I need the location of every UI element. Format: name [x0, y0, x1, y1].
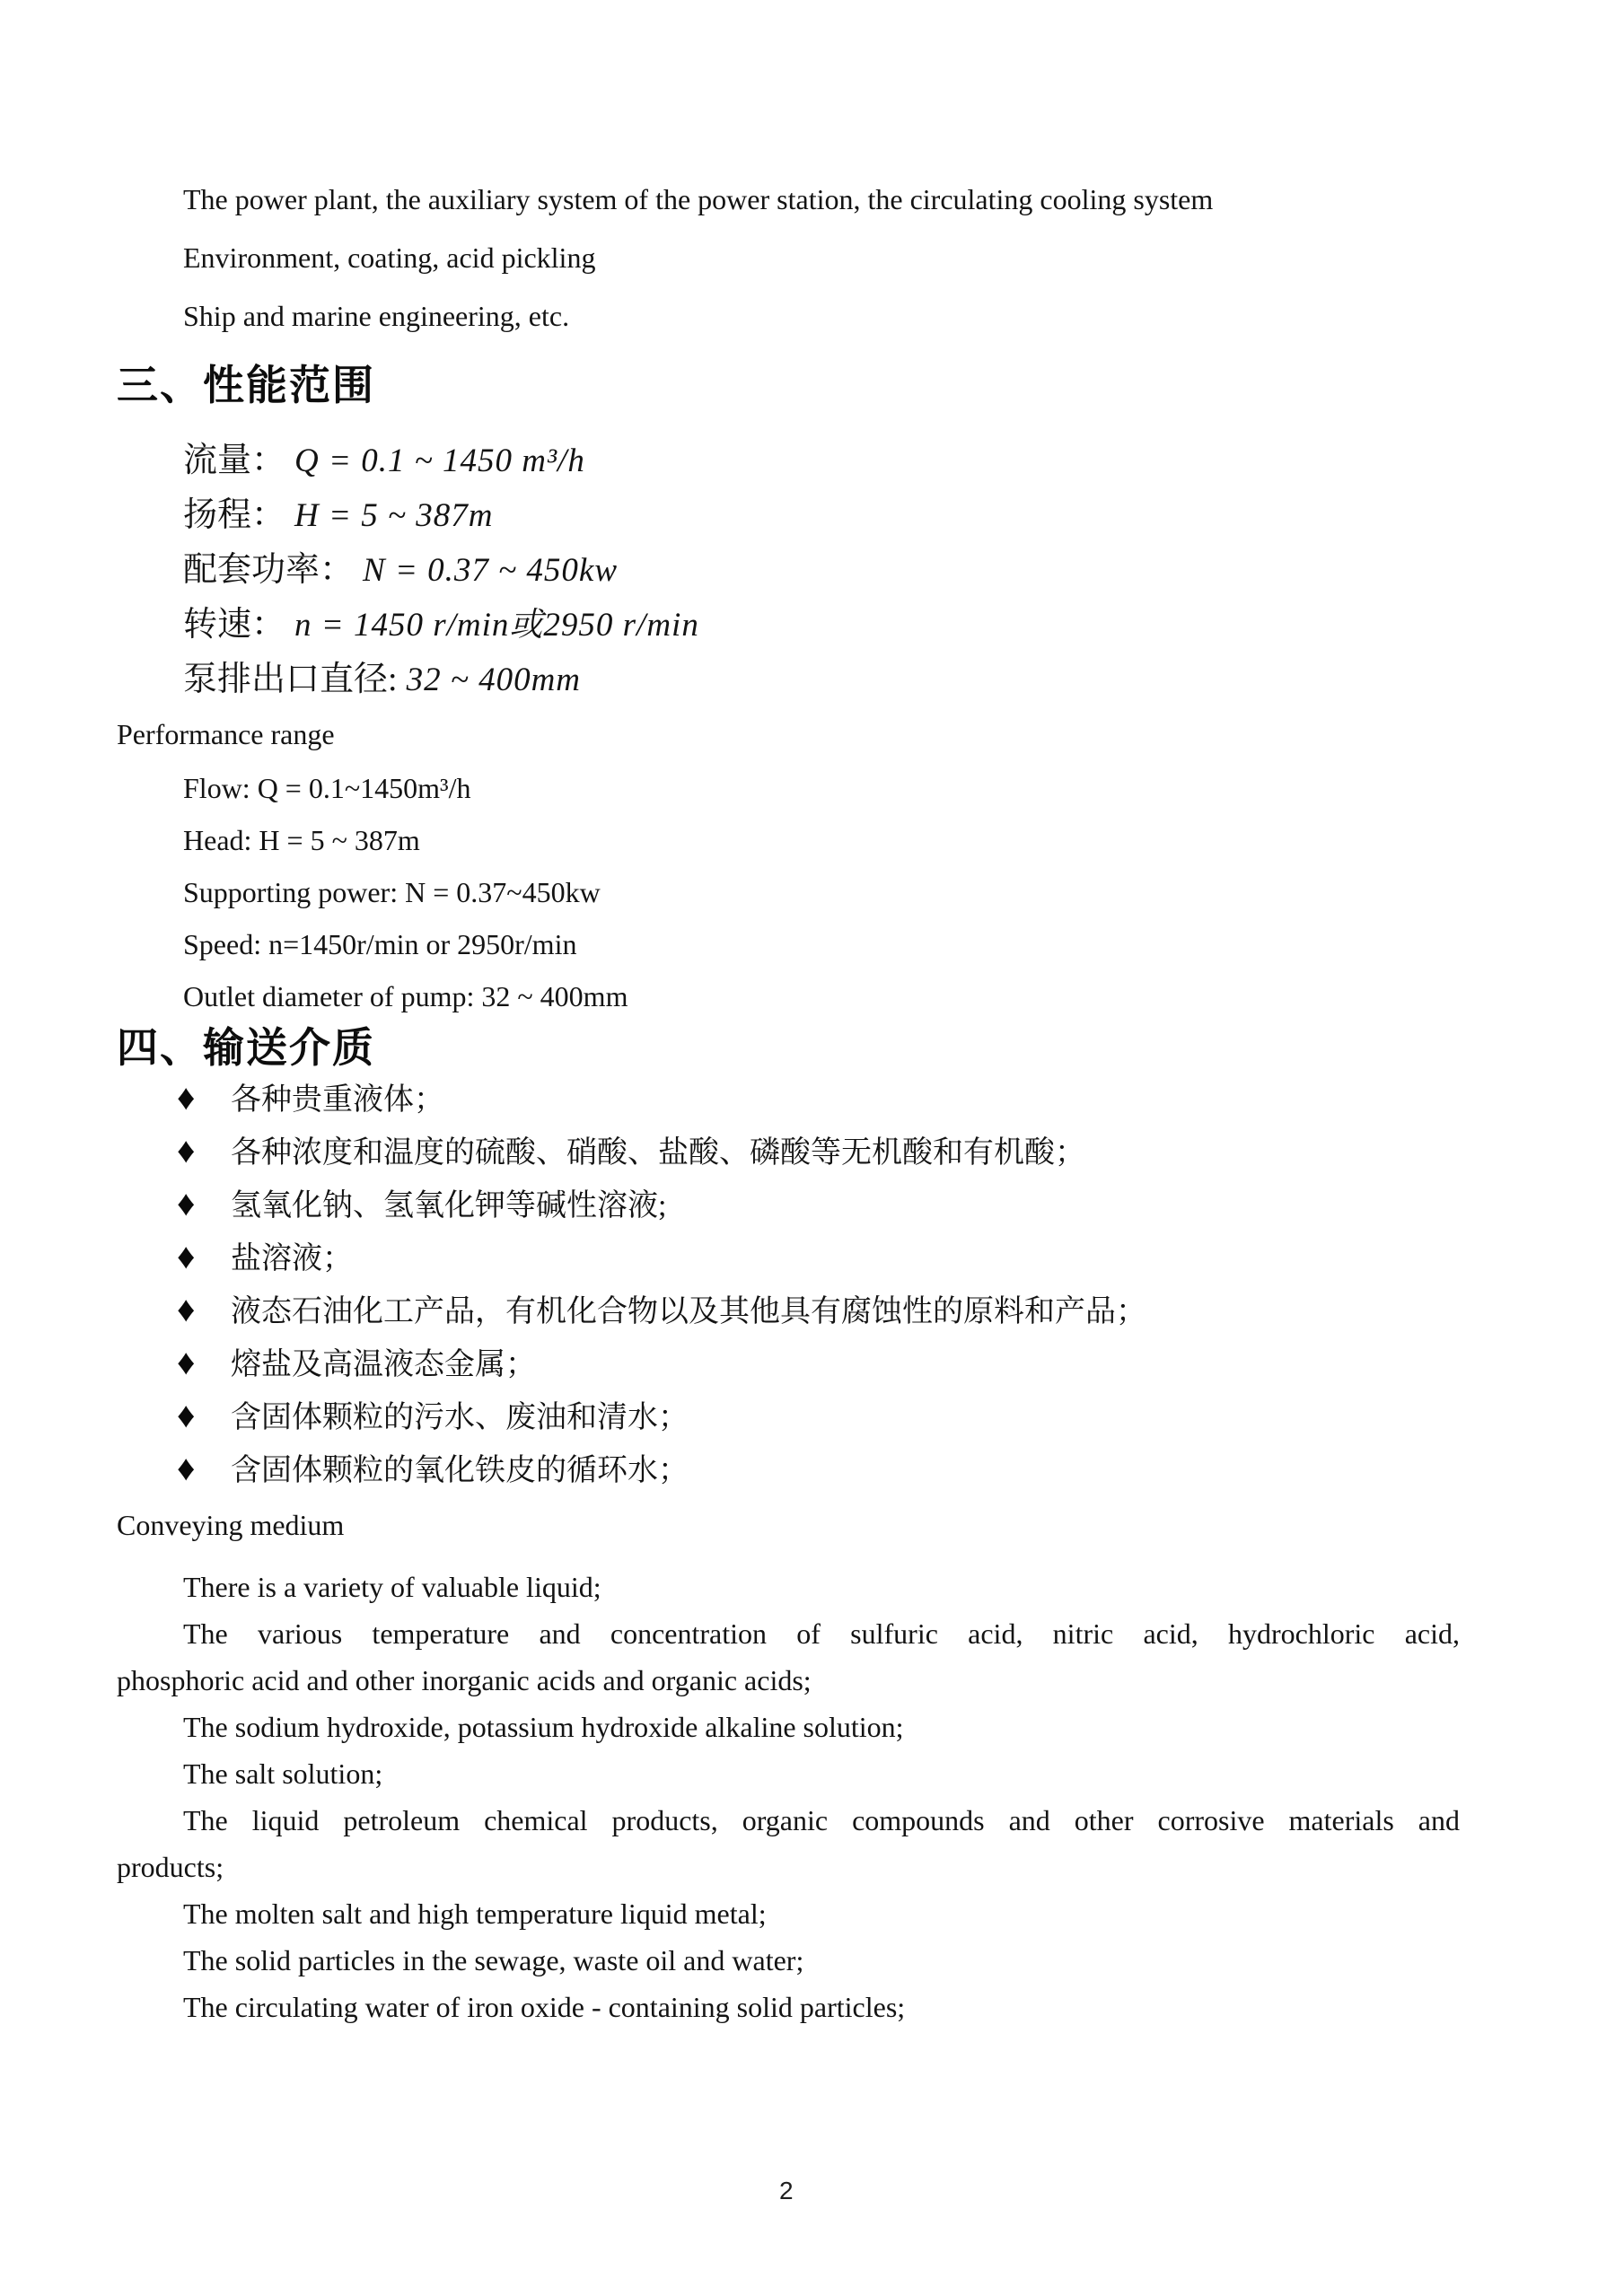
- spec-label: 泵排出口直径:: [183, 661, 398, 698]
- en-spec-speed: Speed: n=1450r/min or 2950r/min: [183, 928, 577, 960]
- en-spec-flow: Flow: Q = 0.1~1450m³/h: [183, 772, 471, 804]
- diamond-bullet-icon: ♦: [177, 1183, 196, 1223]
- section-heading-performance-range: 三、性能范围: [117, 362, 375, 408]
- list-item: [117, 1073, 1460, 1126]
- spec-label: 流量：: [183, 442, 286, 479]
- spec-formula: Q = 0.1 ~ 1450 m³/h: [294, 443, 585, 479]
- spec-label: 配套功率：: [183, 551, 355, 589]
- paragraph-line: The solid particles in the sewage, waste oil and water;: [183, 1944, 804, 1976]
- spec-row-head: [117, 488, 1460, 543]
- bullet-text: 各种贵重液体；: [231, 1083, 444, 1117]
- diamond-bullet-icon: ♦: [177, 1077, 196, 1117]
- intro-line: The power plant, the auxiliary system of the power station, the circulating cooling system: [183, 183, 1214, 215]
- chinese-spec-list: [117, 434, 1460, 707]
- bullet-text: 氢氧化钠、氢氧化钾等碱性溶液;: [231, 1189, 667, 1222]
- paragraph-line: The liquid petroleum chemical products, organic compounds and other corrosive materials and: [183, 1804, 1460, 1836]
- list-item: [117, 1231, 1460, 1284]
- chinese-bullet-list: [117, 1073, 1460, 1496]
- spec-formula: n = 1450 r/min或2950 r/min: [294, 607, 699, 644]
- bullet-text: 含固体颗粒的污水、废油和清水；: [231, 1401, 689, 1434]
- en-spec-head: Head: H = 5 ~ 387m: [183, 824, 420, 856]
- bullet-text: 含固体颗粒的氧化铁皮的循环水；: [231, 1454, 689, 1487]
- bullet-text: 各种浓度和温度的硫酸、硝酸、盐酸、磷酸等无机酸和有机酸；: [231, 1136, 1085, 1170]
- en-spec-power: Supporting power: N = 0.37~450kw: [183, 876, 601, 908]
- spec-formula: H = 5 ~ 387m: [294, 497, 494, 534]
- diamond-bullet-icon: ♦: [177, 1342, 196, 1382]
- spec-formula: N = 0.37 ~ 450kw: [363, 552, 619, 589]
- paragraph-line: The molten salt and high temperature liquid metal;: [183, 1897, 767, 1930]
- spec-label: 扬程：: [183, 496, 286, 534]
- spec-row-power: [117, 543, 1460, 598]
- spec-row-speed: [117, 598, 1460, 653]
- diamond-bullet-icon: ♦: [177, 1236, 196, 1276]
- paragraph-line: There is a variety of valuable liquid;: [183, 1571, 601, 1603]
- diamond-bullet-icon: ♦: [177, 1289, 196, 1329]
- paragraph-line: phosphoric acid and other inorganic acids and organic acids;: [117, 1664, 812, 1696]
- paragraph-line: The various temperature and concentration of sulfuric acid, nitric acid, hydrochloric acid,: [183, 1617, 1460, 1650]
- diamond-bullet-icon: ♦: [177, 1130, 196, 1170]
- list-item: [117, 1179, 1460, 1231]
- list-item: [117, 1284, 1460, 1337]
- spec-label: 转速：: [183, 606, 286, 644]
- page-number: 2: [779, 2177, 794, 2204]
- conveying-medium-subtitle: Conveying medium: [117, 1509, 345, 1541]
- paragraph-line: products;: [117, 1851, 224, 1883]
- intro-line: Environment, coating, acid pickling: [183, 241, 596, 274]
- performance-range-subtitle: Performance range: [117, 718, 335, 750]
- section-heading-conveying-medium: 四、输送介质: [117, 1024, 375, 1071]
- paragraph-line: The salt solution;: [183, 1757, 383, 1790]
- list-item: [117, 1390, 1460, 1443]
- diamond-bullet-icon: ♦: [177, 1448, 196, 1488]
- bullet-text: 液态石油化工产品，有机化合物以及其他具有腐蚀性的原料和产品；: [231, 1295, 1146, 1328]
- bullet-text: 盐溶液；: [231, 1242, 353, 1275]
- page-content: [117, 0, 1460, 2030]
- list-item: [117, 1337, 1460, 1390]
- paragraph-line: The sodium hydroxide, potassium hydroxide alkaline solution;: [183, 1711, 904, 1743]
- spec-row-outlet-diameter: [117, 653, 1460, 707]
- paragraph-line: The circulating water of iron oxide - containing solid particles;: [183, 1991, 906, 2023]
- list-item: [117, 1443, 1460, 1496]
- en-spec-outlet-diameter: Outlet diameter of pump: 32 ~ 400mm: [183, 980, 628, 1012]
- intro-line: Ship and marine engineering, etc.: [183, 300, 570, 332]
- bullet-text: 熔盐及高温液态金属；: [231, 1348, 536, 1381]
- list-item: [117, 1126, 1460, 1179]
- diamond-bullet-icon: ♦: [177, 1395, 196, 1435]
- spec-row-flow: [117, 434, 1460, 488]
- spec-formula: 32 ~ 400mm: [406, 662, 582, 698]
